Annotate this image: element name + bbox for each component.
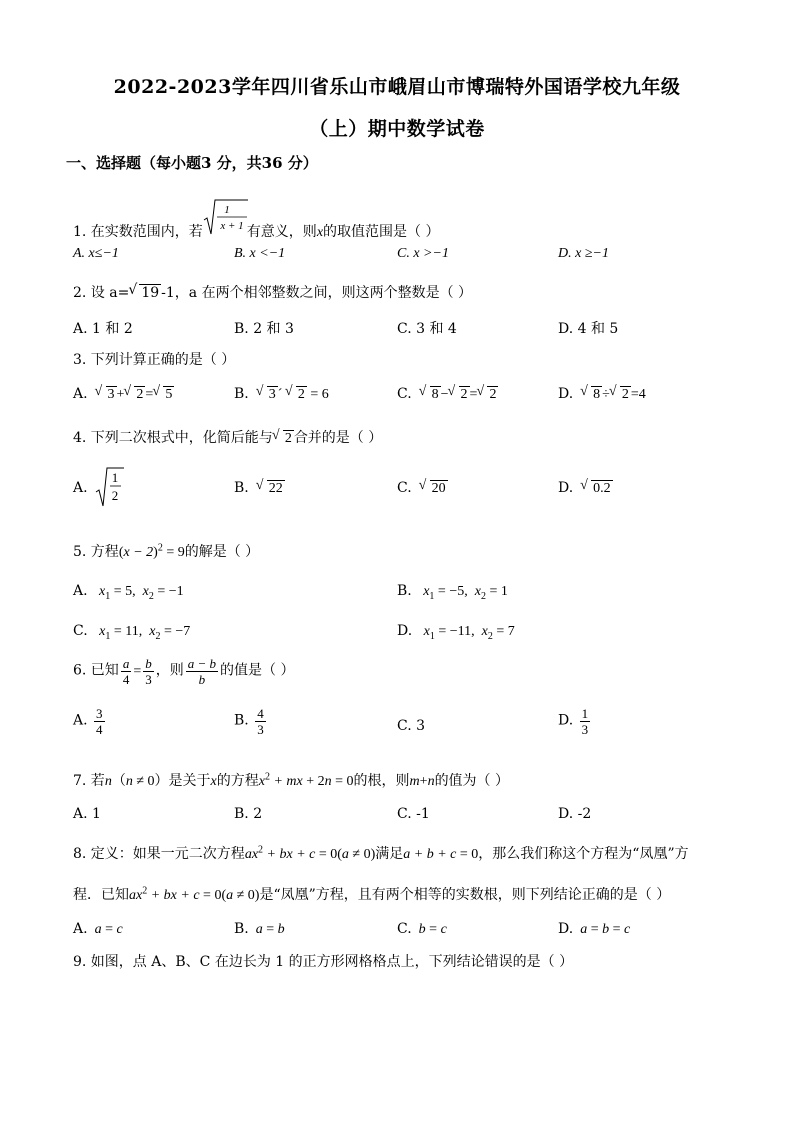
q4-suffix: 合并的是（ ） [293,430,383,446]
question-7 [73,770,509,790]
q1-var: x [316,225,324,240]
q5-a-expr: $x_1 = 5$, $x_2 = -1$ [92,584,184,602]
q4-label-b: B. [234,480,249,496]
q8-equation: $ax^2$ + bx + c = 0(a ≠ 0) [244,844,376,862]
q1-suffix: 有意义，则 [246,224,317,240]
question-8-line1 [73,843,689,863]
q4-prefix: 4. 下列二次根式中，化简后能与 [73,430,273,446]
q8-line1b: 满足 [375,846,404,862]
q3-option-c[interactable] [397,386,498,403]
q4-d-radicand: 0.2 [593,481,611,496]
q3-d-expr: √ 8 ÷√ 2 =4 [578,387,646,402]
q5-label-b: B. [397,583,412,599]
q8-label-d: D. [558,921,574,937]
q4-c-expr [416,481,448,496]
q7-suffix: 的根，则 [353,773,410,789]
question-9: 9. 如图，点 A、B、C 在边长为 1 的正方形网格格点上，下列结论错误的是（ ） [73,954,574,970]
q6-option-b[interactable] [234,706,268,737]
q5-equation: $(x - 2)^2 = 9$ [118,542,185,560]
q1-prefix: 1. 在实数范围内，若 [73,224,203,240]
q6-a-expr: $\frac{3}{4}$ [96,706,103,737]
q5-label-c: C. [73,623,88,639]
q5-option-b[interactable] [397,583,508,602]
q3-label-d: D. [558,386,574,402]
q4-sqrt2: √ 2 [275,430,294,447]
q4-option-d[interactable] [558,480,613,497]
q1-option-b[interactable]: B. x <−1 [234,246,286,261]
q5-b-expr: $x_1 = -5$, $x_2 = 1$ [416,584,508,602]
q5-option-c[interactable] [73,623,190,642]
q6-option-a[interactable] [73,706,107,737]
q8-b-expr: a = b [248,922,285,937]
svg-text:1: 1 [224,204,230,216]
q4-b-radicand: 22 [268,481,283,496]
q7-x: x [210,774,217,789]
q3-option-d[interactable] [558,386,646,403]
q7-prefix: 7. 若 [73,773,105,789]
q8-equation2: $ax^2$ + bx + c = 0(a ≠ 0) [129,885,260,903]
section-heading: 一、选择题（每小题3 分，共36 分） [66,154,318,172]
q1-tail: 的取值范围是（ ） [323,224,440,240]
q6-mid: ，则 [155,662,184,679]
q7-tail: 的值为（ ） [434,773,510,789]
q6-option-c[interactable]: C. 3 [397,718,426,734]
q2-suffix: -1，a 在两个相邻整数之间，则这两个整数是（ ） [161,285,473,301]
q8-line2a: 程．已知 [73,887,129,903]
question-3: 3. 下列计算正确的是（ ） [73,352,236,368]
question-8-line2 [73,884,670,904]
q7-m-plus-n: m+n [409,774,435,789]
q8-line1c: ，那么我们称这个方程为“凤凰”方 [478,846,689,862]
q5-option-a[interactable] [73,583,184,602]
q8-option-a[interactable] [73,921,123,938]
q5-d-expr: $x_1 = -11$, $x_2 = 7$ [416,624,515,642]
q2-sqrt [131,284,161,301]
q2-option-b[interactable]: B. 2 和 3 [234,321,294,337]
q3-a-expr: √ 3 +√ 2 =√ 5 [92,387,174,402]
q5-label-d: D. [397,623,413,639]
q3-label-b: B. [234,386,249,402]
q6-label-d: D. [558,712,574,729]
q1-option-c[interactable]: C. x >−1 [397,246,449,261]
q6-d-expr: $\frac{1}{3}$ [581,706,589,737]
q5-prefix: 5. 方程 [73,544,119,560]
q1-option-a[interactable]: A. x≤−1 [73,246,119,261]
q4-option-a[interactable] [73,470,119,503]
q6-option-d[interactable] [558,706,592,737]
svg-text:1: 1 [111,470,119,485]
q6-label-a: A. [73,712,88,729]
q6-label-b: B. [234,712,249,729]
question-5 [73,541,259,561]
q7-option-a[interactable]: A. 1 [73,806,101,822]
q2-prefix: 2. 设 a= [73,285,130,301]
q4-option-c[interactable] [397,480,448,497]
q8-a-expr: a = c [87,922,123,937]
q3-c-expr: √ 8 −√ 2 =√ 2 [416,387,498,402]
q8-label-c: C. [397,921,412,937]
q8-option-d[interactable] [558,921,630,938]
title-line1: 2022-2023学年四川省乐山市峨眉山市博瑞特外国语学校九年级 [113,76,681,98]
q4-d-expr [578,481,613,496]
q8-option-c[interactable] [397,921,447,938]
q8-line1a: 8. 定义：如果一元二次方程 [73,846,245,862]
q8-d-expr: a = b = c [573,922,631,937]
q1-option-d[interactable]: D. x ≥−1 [558,246,609,261]
q6-prefix: 6. 已知 [73,662,119,679]
q6-suffix: 的值是（ ） [220,662,295,679]
q8-c-expr: b = c [411,922,447,937]
q7-option-d[interactable]: D. -2 [558,806,592,822]
q2-option-c[interactable]: C. 3 和 4 [397,321,457,337]
q6-b-expr: $\frac{4}{3}$ [257,706,264,737]
q3-label-a: A. [73,386,88,402]
q5-option-d[interactable] [397,623,515,642]
q4-label-c: C. [397,480,412,496]
q3-label-c: C. [397,386,412,402]
q4-a-expr [95,466,125,508]
q4-c-radicand: 20 [431,481,446,496]
q3-option-a[interactable] [73,386,174,403]
q7-n-cond: n（n ≠ 0） [104,774,169,789]
q8-option-b[interactable] [234,921,285,938]
title-line2: （上）期中数学试卷 [309,118,485,140]
q7-mid2: 的方程 [216,773,259,789]
q1-sqrt-expression [203,206,247,238]
q5-label-a: A. [73,583,88,599]
question-1 [73,204,440,248]
q6-target: $\frac{a - b}{b}$ [187,656,216,687]
q8-label-a: A. [73,921,88,937]
q8-line2b: 是“凤凰”方程，且有两个相等的实数根，则下列结论正确的是（ ） [259,887,671,903]
q2-option-d[interactable]: D. 4 和 5 [558,321,619,337]
q5-suffix: 的解是（ ） [184,544,260,560]
q4-label-a: A. [73,480,88,496]
q7-option-c[interactable]: C. -1 [397,806,430,822]
q3-option-b[interactable] [234,386,329,403]
q2-option-a[interactable]: A. 1 和 2 [73,321,133,337]
q8-label-b: B. [234,921,249,937]
q6-given: $\frac{a}{4}$ = $\frac{b}{3}$ [122,656,152,687]
question-4 [73,427,382,447]
q8-condition: a + b + c = 0 [403,847,479,862]
q7-equation: $x^2$ + mx + 2n = 0 [258,771,354,789]
question-6 [73,656,294,687]
q5-c-expr: $x_1 = 11$, $x_2 = -7$ [92,624,191,642]
svg-text:x + 1: x + 1 [220,220,244,232]
q3-b-expr: √ 3 ´ √ 2 = 6 [253,387,329,402]
q4-option-b[interactable] [234,480,285,497]
q2-radicand: 19 [141,285,160,301]
q4-label-d: D. [558,480,574,496]
question-2 [73,282,472,302]
q7-option-b[interactable]: B. 2 [234,806,263,822]
q4-b-expr [253,481,285,496]
svg-text:2: 2 [111,488,119,503]
q7-mid: 是关于 [168,773,211,789]
